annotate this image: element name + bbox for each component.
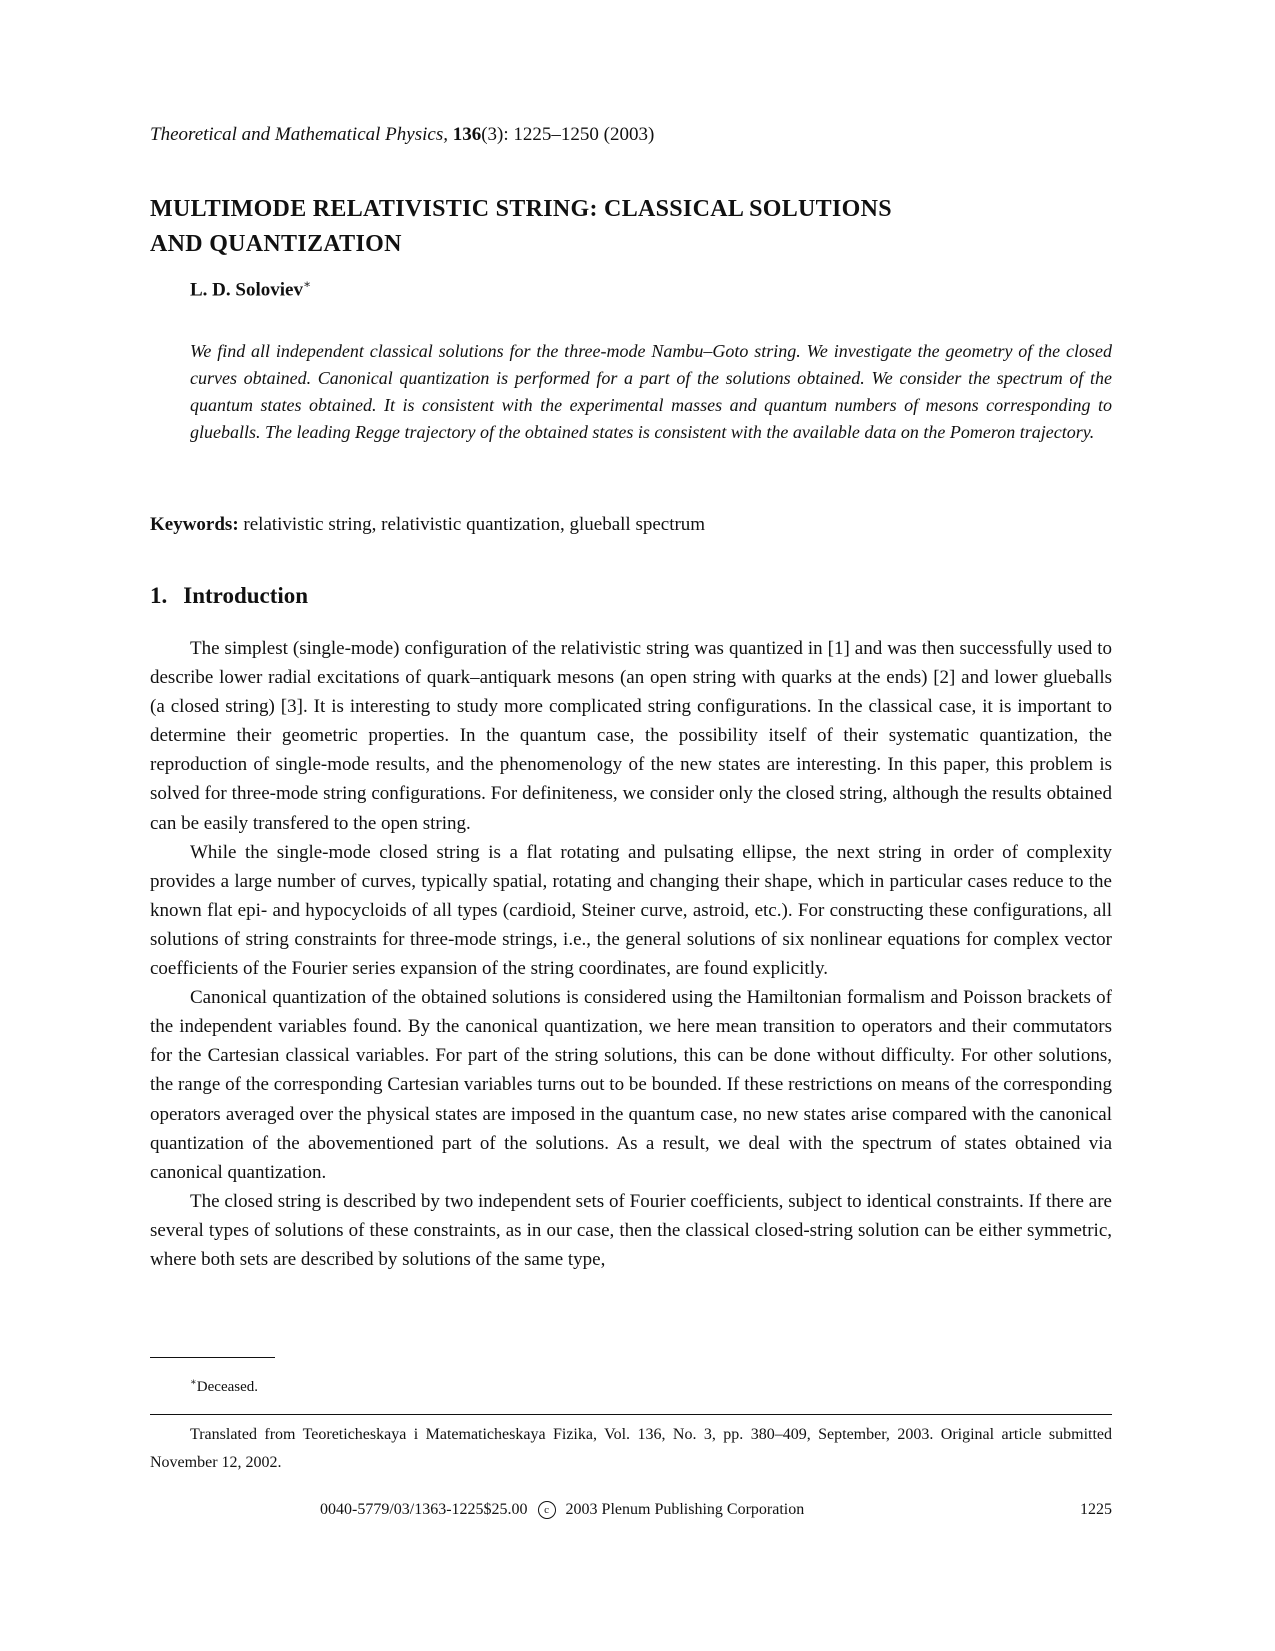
author-footnote-marker: ∗ (302, 277, 312, 291)
copyright-icon: c (538, 1501, 556, 1519)
footer-publishing-info (320, 1501, 804, 1519)
paragraph: The simplest (single-mode) configuration of the relativistic string was quantized in [1] and was then successfully used to describe lower radial excitations of quark–antiquark mesons (an open string with quarks at the ends) [2] and lower glueballs (a closed string) [3]. It is interesting to study more complicated string configurations. In the classical case, it is important to determine their geometric properties. In the quantum case, the possibility itself of their systematic quantization, the reproduction of single-mode results, and the phenomenology of the new states are interesting. In this paper, this problem is solved for three-mode string configurations. For definiteness, we consider only the closed string, although the results obtained can be easily transfered to the open string. (150, 638, 1112, 834)
journal-name: Theoretical and Mathematical Physics, (150, 124, 448, 145)
keywords-text: relativistic string, relativistic quantization, glueball spectrum (243, 514, 706, 535)
section-title: Introduction (183, 583, 309, 608)
section-heading (150, 583, 308, 609)
keywords (150, 514, 705, 536)
journal-issue-pages-year: (3): 1225–1250 (2003) (481, 124, 655, 145)
keywords-label: Keywords: (150, 514, 239, 535)
paper-title (150, 192, 1050, 262)
section-number: 1. (150, 583, 168, 608)
page-number: 1225 (1080, 1501, 1112, 1518)
footnote-rule (150, 1357, 275, 1358)
translation-rule (150, 1414, 1112, 1415)
author (190, 277, 311, 301)
paragraph: The closed string is described by two independent sets of Fourier coefficients, subject to identical constraints. If there are several types of solutions of these constraints, as in our case, then the classical closed-string solution can be either symmetric, where both sets are described by solutions of the same type, (150, 1190, 1112, 1270)
paragraph: While the single-mode closed string is a flat rotating and pulsating ellipse, the next string in order of complexity provides a large number of curves, typically spatial, rotating and changing their shape, which in particular cases reduce to the known flat epi- and hypocycloids of all types (cardioid, Steiner curve, astroid, etc.). For constructing these configurations, all solutions of string constraints for three-mode strings, i.e., the general solutions of six nonlinear equations for complex vector coefficients of the Fourier series expansion of the string coordinates, are found explicitly. (150, 841, 1112, 980)
abstract: We find all independent classical solutions for the three-mode Nambu–Goto string. We investigate the geometry of the closed curves obtained. Canonical quantization is performed for a part of the solutions obtained. We consider the spectrum of the quantum states obtained. It is consistent with the experimental masses and quantum numbers of mesons corresponding to glueballs. The leading Regge trajectory of the obtained states is consistent with the available data on the Pomeron trajectory. (190, 341, 1112, 442)
translation-note: Translated from Teoreticheskaya i Matematicheskaya Fizika, Vol. 136, No. 3, pp. 380–409, September, 2003. Original article submitted November 12, 2002. (150, 1426, 1112, 1471)
title-line-1: MULTIMODE RELATIVISTIC STRING: CLASSICAL SOLUTIONS (150, 196, 892, 222)
journal-volume: 136 (452, 124, 482, 145)
footnote-text: Deceased. (196, 1379, 259, 1395)
author-name: L. D. Soloviev (190, 279, 303, 301)
title-line-2: AND QUANTIZATION (150, 231, 402, 257)
footnote-marker: ∗ (190, 1377, 197, 1388)
footnote (190, 1377, 258, 1396)
journal-citation (150, 124, 654, 146)
footer-code: 0040-5779/03/1363-1225$25.00 (320, 1501, 528, 1518)
paragraph: Canonical quantization of the obtained solutions is considered using the Hamiltonian formalism and Poisson brackets of the independent variables found. By the canonical quantization, we here mean transition to operators and their commutators for the Cartesian classical variables. For part of the string solutions, this can be done without difficulty. For other solutions, the range of the corresponding Cartesian variables turns out to be bounded. If these restrictions on means of the corresponding operators averaged over the physical states are imposed in the quantum case, no new states arise compared with the canonical quantization of the abovementioned part of the solutions. As a result, we deal with the spectrum of states obtained via canonical quantization. (150, 987, 1112, 1183)
body-text (150, 634, 1112, 1274)
footer-publisher: 2003 Plenum Publishing Corporation (565, 1501, 805, 1518)
